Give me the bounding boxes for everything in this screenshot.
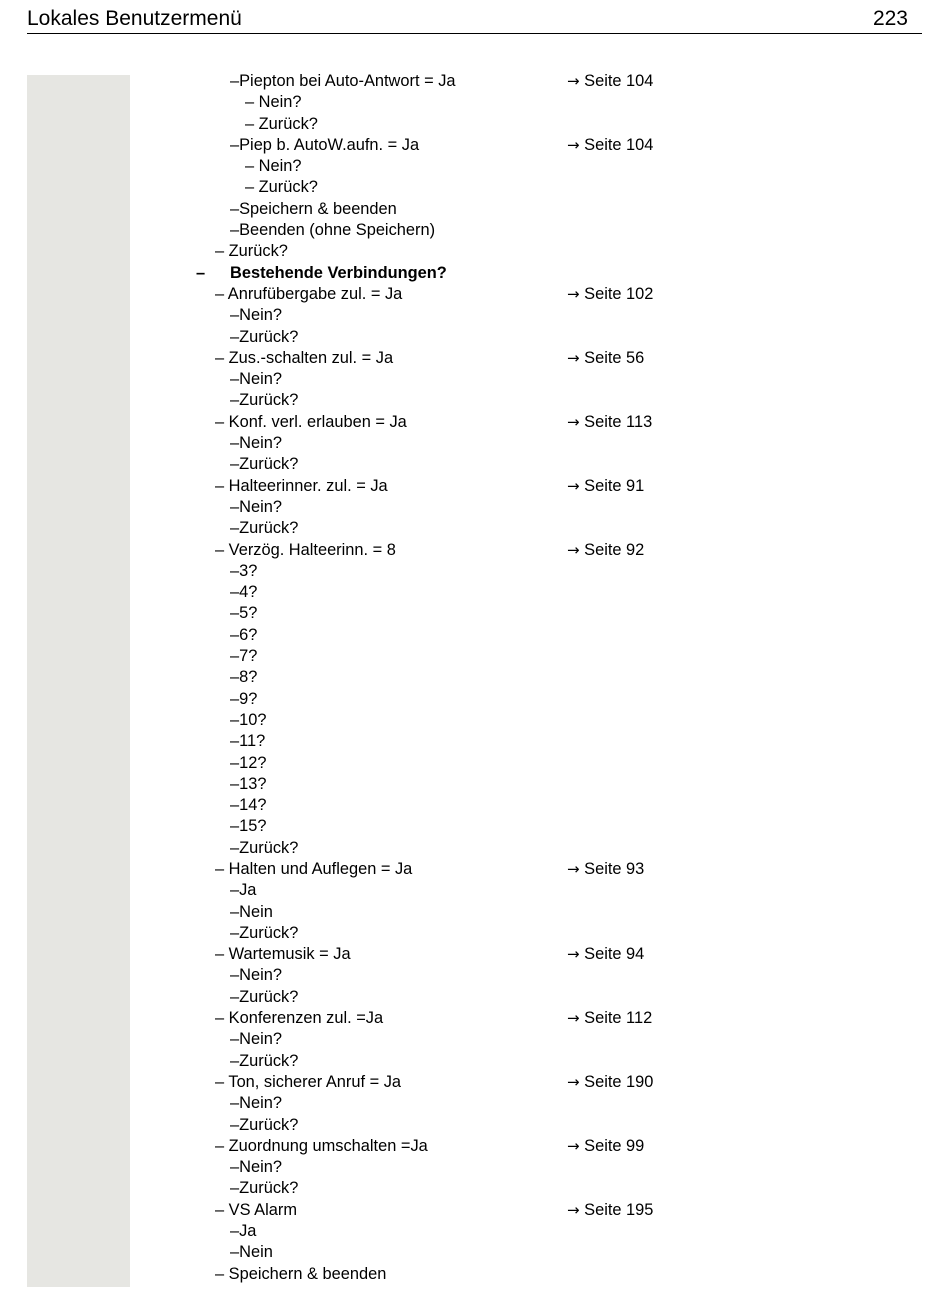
menu-item-label: –Ja: [230, 881, 257, 900]
menu-item-label: – Ton, sicherer Anruf = Ja: [215, 1072, 402, 1091]
page-reference: [567, 944, 644, 965]
menu-item: [0, 1051, 950, 1072]
menu-item: [0, 1264, 950, 1285]
menu-item: [0, 1242, 950, 1263]
menu-item-label: –Zurück?: [230, 519, 299, 538]
menu-item-label: –Nein?: [230, 1030, 282, 1049]
menu-item-label: –Beenden (ohne Speichern): [230, 221, 436, 240]
menu-item-label: – Zurück?: [215, 242, 288, 261]
menu-item-label: – Zurück?: [245, 114, 318, 133]
menu-item: [0, 753, 950, 774]
page-reference: [567, 71, 653, 92]
menu-item: [0, 965, 950, 986]
page-reference: [567, 284, 653, 305]
menu-item-label: –14?: [230, 796, 267, 815]
arrow-right-icon: →: [567, 72, 580, 90]
page-reference: [567, 1072, 653, 1093]
menu-item: [0, 540, 950, 561]
menu-section-heading: [0, 263, 950, 284]
menu-item-label: –Zurück?: [230, 1115, 299, 1134]
menu-item: [0, 241, 950, 262]
page-number: 223: [872, 7, 908, 30]
menu-item: [0, 199, 950, 220]
menu-item: [0, 582, 950, 603]
menu-item-label: –Nein: [230, 902, 273, 921]
menu-item-label: –9?: [230, 689, 258, 708]
menu-item-label: –6?: [230, 625, 258, 644]
menu-item-label: – Zus.-schalten zul. = Ja: [215, 348, 394, 367]
menu-item-label: –Zurück?: [230, 455, 299, 474]
arrow-right-icon: →: [567, 859, 580, 878]
menu-item-label: – Nein?: [245, 93, 302, 112]
menu-item-label: –Piepton bei Auto-Antwort = Ja: [230, 72, 456, 90]
menu-item-label: –Nein?: [230, 306, 282, 325]
arrow-right-icon: →: [567, 135, 580, 154]
menu-item: [0, 177, 950, 198]
menu-item: [0, 284, 950, 305]
menu-item: [0, 646, 950, 667]
menu-item: [0, 1157, 950, 1178]
menu-item-label: –10?: [230, 710, 267, 729]
menu-item-label: –Nein?: [230, 1158, 282, 1177]
menu-item: [0, 1221, 950, 1242]
menu-item-label: –3?: [230, 561, 258, 580]
arrow-right-icon: →: [567, 1009, 580, 1028]
menu-item: [0, 114, 950, 135]
menu-item-label: –Zurück?: [230, 327, 299, 346]
menu-item: [0, 348, 950, 369]
menu-item: [0, 667, 950, 688]
menu-item: [0, 135, 950, 156]
page-reference-text: Seite 56: [584, 348, 645, 367]
menu-item-label: –4?: [230, 583, 258, 602]
menu-item: [0, 902, 950, 923]
menu-item: [0, 156, 950, 177]
page-reference: [567, 348, 644, 369]
menu-item: [0, 710, 950, 731]
menu-item: [0, 518, 950, 539]
page-reference-text: Seite 104: [584, 72, 654, 90]
menu-item-label: –Ja: [230, 1222, 257, 1241]
menu-item-label: –12?: [230, 753, 267, 772]
menu-item-label: –Zurück?: [230, 987, 299, 1006]
menu-item-label: –Nein?: [230, 497, 282, 516]
menu-item-label: –8?: [230, 668, 258, 687]
menu-item-label: –Zurück?: [230, 923, 299, 942]
arrow-right-icon: →: [567, 476, 580, 495]
menu-item-label: –Nein: [230, 1243, 273, 1262]
page-reference-text: Seite 104: [584, 135, 654, 154]
menu-item-label: –Zurück?: [230, 391, 299, 410]
menu-item: [0, 71, 950, 92]
header-divider: [27, 33, 922, 34]
menu-item: [0, 603, 950, 624]
menu-item-label: – Zurück?: [245, 178, 318, 197]
menu-item-label: –5?: [230, 604, 258, 623]
arrow-right-icon: →: [567, 1072, 580, 1091]
menu-item-label: –Nein?: [230, 1094, 282, 1113]
menu-item: [0, 1008, 950, 1029]
menu-item: [0, 497, 950, 518]
menu-item: [0, 795, 950, 816]
menu-item-label: –Nein?: [230, 966, 282, 985]
menu-item: [0, 1029, 950, 1050]
menu-item: [0, 923, 950, 944]
chapter-title: Lokales Benutzermenü: [27, 7, 242, 30]
menu-item-label: – Anrufübergabe zul. = Ja: [215, 284, 403, 303]
page-reference-text: Seite 112: [584, 1009, 653, 1028]
menu-item-label: – Zuordnung umschalten =Ja: [215, 1136, 428, 1155]
menu-item: [0, 625, 950, 646]
menu-item: [0, 1093, 950, 1114]
page-reference: [567, 859, 644, 880]
menu-item: [0, 412, 950, 433]
menu-item-label: – Halteerinner. zul. = Ja: [215, 476, 388, 495]
menu-item-label: –Zurück?: [230, 838, 299, 857]
menu-item-label: –Nein?: [230, 370, 282, 389]
menu-tree: [0, 71, 950, 1285]
menu-item: [0, 561, 950, 582]
menu-item: [0, 859, 950, 880]
menu-item: [0, 390, 950, 411]
menu-item: [0, 454, 950, 475]
arrow-right-icon: →: [567, 540, 580, 559]
menu-item: [0, 1136, 950, 1157]
page-reference-text: Seite 195: [584, 1200, 654, 1219]
arrow-right-icon: →: [567, 284, 580, 303]
menu-item: [0, 220, 950, 241]
menu-item-label: –Speichern & beenden: [230, 199, 397, 218]
menu-item: [0, 1200, 950, 1221]
menu-item: [0, 369, 950, 390]
page-reference-text: Seite 113: [584, 412, 653, 431]
menu-item: [0, 327, 950, 348]
arrow-right-icon: →: [567, 945, 580, 964]
menu-item-label: –15?: [230, 817, 267, 836]
menu-item-label: –Piep b. AutoW.aufn. = Ja: [230, 135, 420, 154]
menu-item-label: – Speichern & beenden: [215, 1264, 387, 1283]
menu-item: [0, 880, 950, 901]
menu-item-label: – Wartemusik = Ja: [215, 945, 351, 964]
menu-item-label: – Konferenzen zul. =Ja: [215, 1009, 384, 1028]
menu-item-label: –11?: [230, 732, 266, 751]
menu-item-label: – VS Alarm: [215, 1200, 297, 1219]
menu-item: [0, 305, 950, 326]
page-reference-text: Seite 99: [584, 1136, 645, 1155]
arrow-right-icon: →: [567, 1136, 580, 1155]
menu-item-label: –7?: [230, 647, 258, 666]
menu-item: [0, 1178, 950, 1199]
page-reference-text: Seite 94: [584, 945, 645, 964]
page-reference-text: Seite 91: [584, 476, 645, 495]
menu-item-label: – Konf. verl. erlauben = Ja: [215, 412, 407, 431]
menu-item: [0, 731, 950, 752]
menu-item: [0, 689, 950, 710]
menu-item-label: – Verzög. Halteerinn. = 8: [215, 540, 396, 559]
menu-item: [0, 433, 950, 454]
menu-item-label: –Zurück?: [230, 1051, 299, 1070]
menu-item: [0, 476, 950, 497]
menu-item: [0, 944, 950, 965]
menu-item-label: Bestehende Verbindungen?: [230, 263, 447, 282]
arrow-right-icon: →: [567, 348, 580, 367]
arrow-right-icon: →: [567, 412, 580, 431]
menu-item: [0, 987, 950, 1008]
page-reference: [567, 412, 652, 433]
page-reference-text: Seite 102: [584, 284, 654, 303]
page-reference-text: Seite 190: [584, 1072, 654, 1091]
menu-item-label: – Nein?: [245, 157, 302, 176]
menu-item: [0, 774, 950, 795]
menu-item-label: –Zurück?: [230, 1179, 299, 1198]
menu-item: [0, 816, 950, 837]
menu-item-label: – Halten und Auflegen = Ja: [215, 859, 413, 878]
menu-item-label: –13?: [230, 774, 267, 793]
page-reference: [567, 135, 653, 156]
page-reference: [567, 1136, 644, 1157]
page-reference-text: Seite 93: [584, 859, 645, 878]
page-reference: [567, 1200, 653, 1221]
page-reference: [567, 476, 644, 497]
menu-item: [0, 1115, 950, 1136]
page-reference-text: Seite 92: [584, 540, 645, 559]
menu-item: [0, 838, 950, 859]
menu-item: [0, 1072, 950, 1093]
section-dash: –: [196, 263, 206, 282]
menu-item-label: –Nein?: [230, 434, 282, 453]
page-reference: [567, 1008, 652, 1029]
menu-item: [0, 92, 950, 113]
page-reference: [567, 540, 644, 561]
arrow-right-icon: →: [567, 1200, 580, 1219]
